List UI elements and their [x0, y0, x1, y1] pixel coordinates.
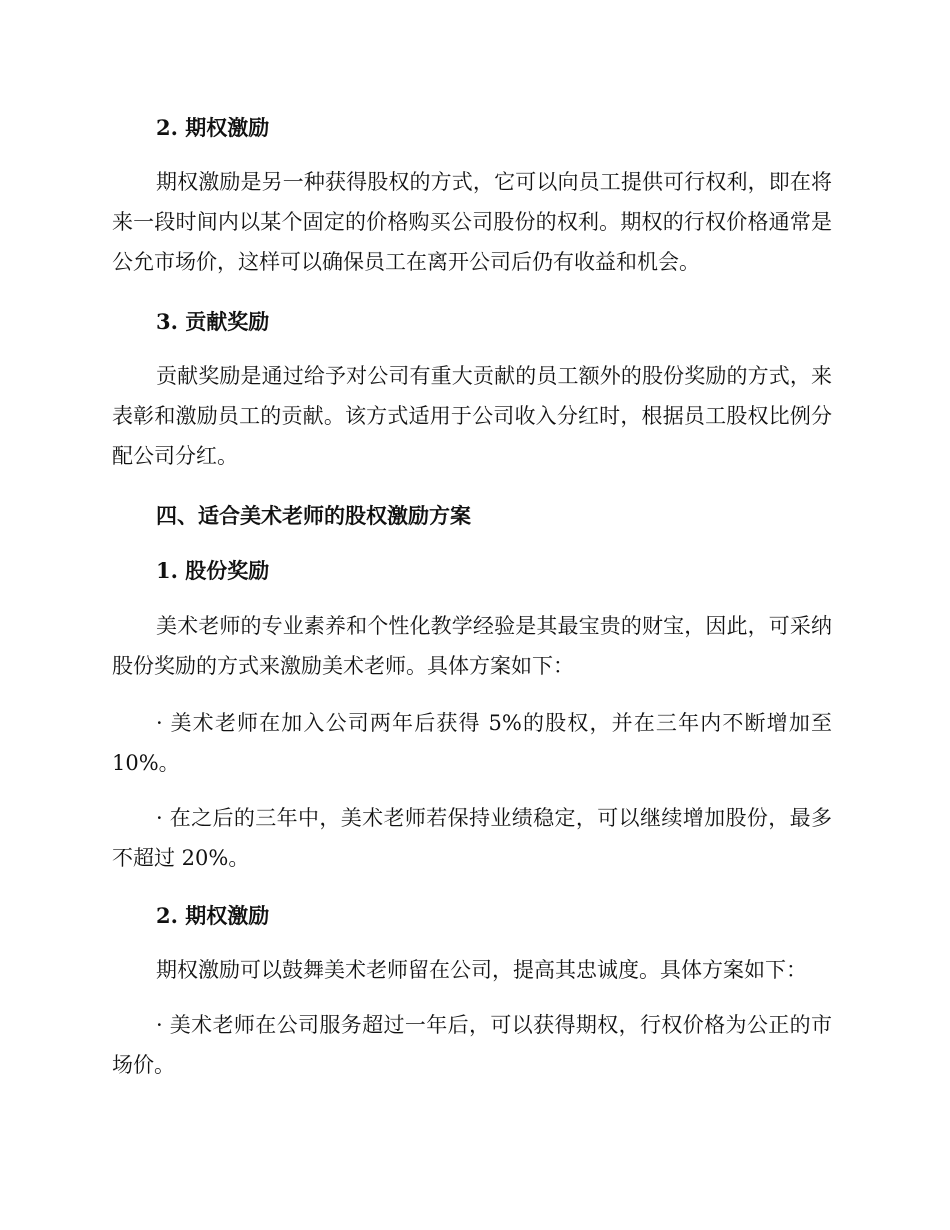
bullet-share-reward-2: · 在之后的三年中，美术老师若保持业绩稳定，可以继续增加股份，最多不超过 20%。	[112, 806, 832, 870]
paragraph-share-reward: 美术老师的专业素养和个性化教学经验是其最宝贵的财宝，因此，可采纳股份奖励的方式来激励美术老师。具体方案如下：	[112, 614, 832, 678]
bullet-share-reward-1: · 美术老师在加入公司两年后获得 5%的股权，并在三年内不断增加至 10%。	[112, 711, 832, 775]
bullet-option-incentive-1: · 美术老师在公司服务超过一年后，可以获得期权，行权价格为公正的市场价。	[112, 1013, 832, 1077]
paragraph-option-incentive: 期权激励是另一种获得股权的方式，它可以向员工提供可行权利，即在将来一段时间内以某个固定的价格购买公司股份的权利。期权的行权价格通常是公允市场价，这样可以确保员工在离开公司后仍有收益和机会。	[112, 170, 832, 274]
heading-section-four: 四、适合美术老师的股权激励方案	[156, 503, 471, 528]
paragraph-contribution-reward: 贡献奖励是通过给予对公司有重大贡献的员工额外的股份奖励的方式，来表彰和激励员工的贡献。该方式适用于公司收入分红时，根据员工股权比例分配公司分红。	[112, 364, 832, 468]
heading-share-reward: 1. 股份奖励	[156, 558, 270, 583]
heading-option-incentive: 2. 期权激励	[156, 115, 270, 140]
heading-contribution-reward: 3. 贡献奖励	[156, 309, 270, 334]
paragraph-option-incentive-2: 期权激励可以鼓舞美术老师留在公司，提高其忠诚度。具体方案如下：	[156, 958, 807, 982]
heading-option-incentive-2: 2. 期权激励	[156, 903, 270, 928]
